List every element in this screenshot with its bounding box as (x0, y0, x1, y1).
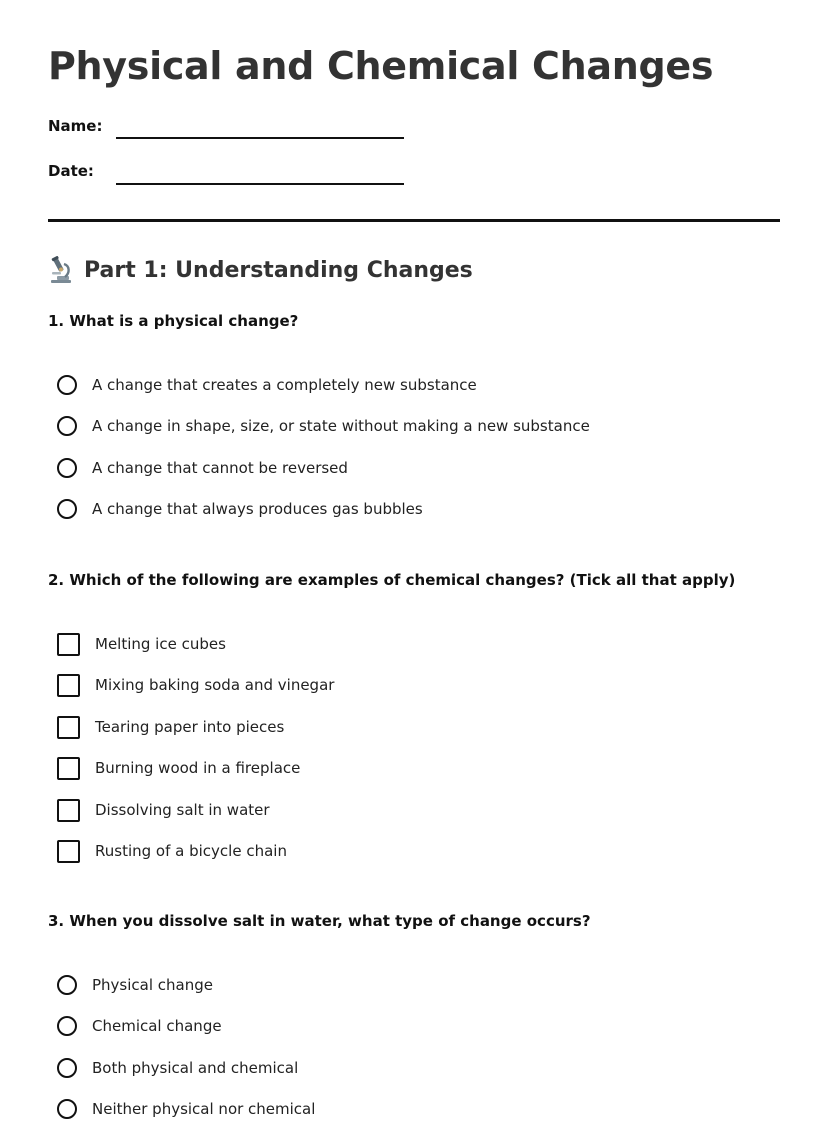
name-label: Name: (48, 117, 103, 135)
radio-button[interactable] (57, 1058, 77, 1078)
option-label: A change that cannot be reversed (92, 459, 348, 477)
radio-button[interactable] (57, 975, 77, 995)
option-label: A change in shape, size, or state without making a new substance (92, 417, 590, 435)
option-label: Physical change (92, 976, 213, 994)
option-label: Rusting of a bicycle chain (95, 842, 287, 860)
section-title-text: Part 1: Understanding Changes (84, 257, 473, 283)
checkbox[interactable] (57, 674, 80, 697)
question-2-option[interactable] (57, 714, 284, 740)
option-label: A change that creates a completely new substance (92, 376, 477, 394)
question-1-option[interactable] (57, 413, 590, 439)
microscope-icon (48, 256, 74, 284)
question-3-option[interactable] (57, 1055, 298, 1081)
option-label: Melting ice cubes (95, 635, 226, 653)
question-1: 1. What is a physical change? (48, 312, 299, 330)
checkbox[interactable] (57, 799, 80, 822)
radio-button[interactable] (57, 458, 77, 478)
question-1-option[interactable] (57, 455, 348, 481)
option-label: Tearing paper into pieces (95, 718, 285, 736)
question-1-option[interactable] (57, 496, 423, 522)
question-2-option[interactable] (57, 838, 287, 864)
date-field[interactable] (116, 183, 404, 185)
checkbox[interactable] (57, 757, 80, 780)
radio-button[interactable] (57, 1016, 77, 1036)
question-3: 3. When you dissolve salt in water, what type of change occurs? (48, 912, 591, 930)
radio-button[interactable] (57, 375, 77, 395)
checkbox[interactable] (57, 633, 80, 656)
radio-button[interactable] (57, 1099, 77, 1119)
option-label: Neither physical nor chemical (92, 1100, 316, 1118)
question-2-option[interactable] (57, 631, 226, 657)
option-label: Burning wood in a fireplace (95, 759, 301, 777)
header-divider (48, 219, 780, 222)
question-1-option[interactable] (57, 372, 477, 398)
date-label: Date: (48, 162, 94, 180)
name-field[interactable] (116, 137, 404, 139)
section-title-part1 (48, 256, 473, 284)
question-2-option[interactable] (57, 755, 300, 781)
option-label: A change that always produces gas bubbles (92, 500, 423, 518)
question-3-option[interactable] (57, 972, 213, 998)
radio-button[interactable] (57, 416, 77, 436)
checkbox[interactable] (57, 840, 80, 863)
radio-button[interactable] (57, 499, 77, 519)
question-2-option[interactable] (57, 672, 334, 698)
question-3-option[interactable] (57, 1013, 222, 1039)
question-2: 2. Which of the following are examples of chemical changes? (Tick all that apply) (48, 571, 736, 589)
question-3-option[interactable] (57, 1096, 315, 1122)
option-label: Dissolving salt in water (95, 801, 270, 819)
page-title: Physical and Chemical Changes (48, 44, 714, 88)
checkbox[interactable] (57, 716, 80, 739)
question-2-option[interactable] (57, 797, 270, 823)
option-label: Chemical change (92, 1017, 222, 1035)
option-label: Mixing baking soda and vinegar (95, 676, 335, 694)
option-label: Both physical and chemical (92, 1059, 299, 1077)
